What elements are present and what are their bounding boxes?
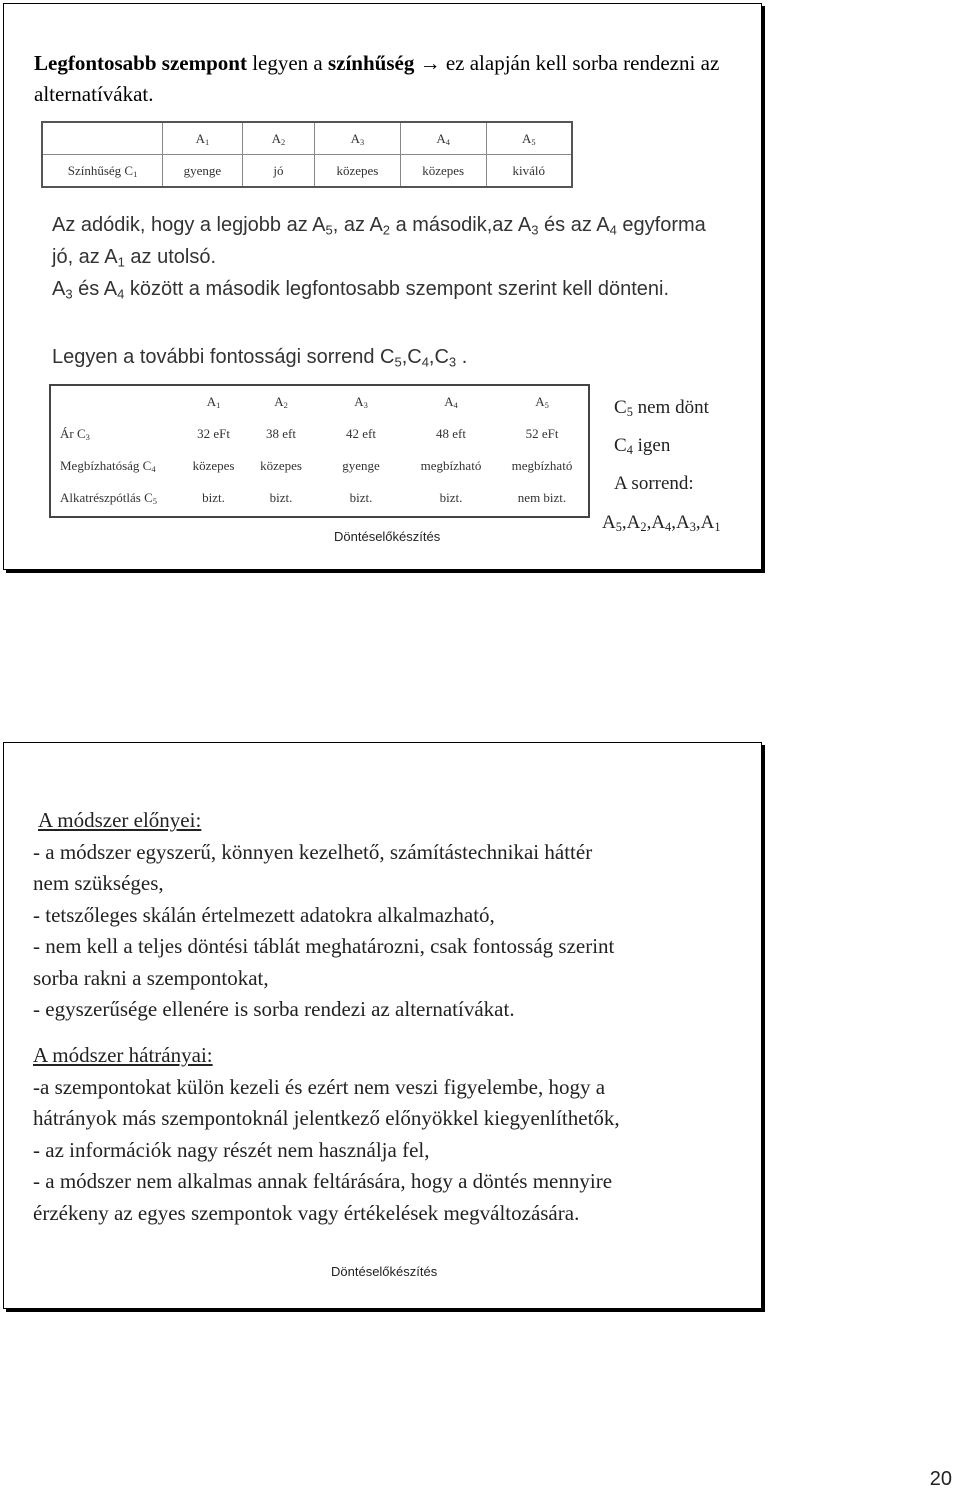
table-cell: 48 eft [436,426,466,441]
header-a2: $A_2$ [274,394,288,411]
title-text-2: → ez alapján kell sorba rendezni az alternatívákat. [34,51,720,106]
fidelity-table [41,121,573,188]
table-header-row [42,122,572,155]
header-a5: $A_5$ [486,122,572,155]
cons-list [33,1072,753,1229]
paragraph-3: Legyen a további fontossági sorrend $C_5,C_4,C_3$ . [52,346,468,370]
list-item: hátrányok más szempontoknál jelentkező előnyökkel kiegyenlíthetők, [33,1106,620,1131]
table-row [51,418,588,450]
table-cell: 32 eFt [197,426,230,441]
table-cell: megbízható [511,458,573,473]
list-item: - nem kell a teljes döntési táblát meghatározni, csak fontosság szerint [33,934,615,959]
table-row [51,450,588,482]
header-a5: $A_5$ [535,394,549,411]
header-a4: $A_4$ [444,394,458,411]
table-cell: megbízható [420,458,482,473]
title-text-1: legyen a [246,51,328,75]
slide-title [34,48,734,110]
list-item: -a szempontokat külön kezeli és ezért nem veszi figyelembe, hogy a [33,1075,606,1099]
slide-2 [3,742,762,1309]
table-cell: nem bizt. [517,490,567,505]
table-cell: közepes [260,458,302,473]
header-a1: $A_1$ [163,122,243,155]
header-a3: $A_3$ [354,394,368,411]
paragraph-2: $A_3$ és $A_4$ között a második legfontosabb szempont szerint kell dönteni. [52,278,670,302]
table-header-row [51,386,588,418]
list-item: nem szükséges, [33,871,164,896]
side-note-c5: $C_5$ nem dönt [614,397,709,420]
pros-list [33,837,753,1025]
table-cell: gyenge [342,458,380,473]
header-a4: $A_4$ [400,122,486,155]
header-a1: $A_1$ [206,394,221,411]
side-note-c4: $C_4$ igen [614,435,671,458]
row-label: Alkatrészpótlás $C_5$ [60,490,158,507]
table-cell: közepes [400,155,486,188]
table-cell: közepes [315,155,401,188]
table-cell: bizt. [439,490,463,505]
slide-footer: Döntéselőkészítés [334,529,441,544]
criteria-table-box [49,384,590,518]
list-item: - a módszer nem alkalmas annak feltárására, hogy a döntés mennyire [33,1169,613,1194]
criteria-table [51,386,588,514]
side-note-order-label: A sorrend: [614,473,694,494]
side-note-order: $A_5,A_2,A_4,A_3,A_1$ [602,512,721,535]
list-item: érzékeny az egyes szempontok vagy értékelések megváltozására. [33,1200,580,1225]
table-corner [42,122,163,155]
table-cell: bizt. [202,490,225,505]
list-item: - az információk nagy részét nem használja fel, [33,1137,430,1162]
row-label: Színhűség $C_1$ [42,155,163,188]
page-number: 20 [929,1468,952,1490]
paragraph-1: Az adódik, hogy a legjobb az $A_5$, az $A_2$ a második,az $A_3$ és az $A_4$ egyforma jó, az $A_1$ az utolsó. [52,214,706,270]
table-cell: jó [242,155,314,188]
slide-footer: Döntéselőkészítés [331,1264,438,1279]
table-cell: gyenge [163,155,243,188]
cons-heading: A módszer hátrányai: [33,1043,213,1067]
header-a2: $A_2$ [242,122,314,155]
table-cell: bizt. [269,490,293,505]
table-corner [51,386,181,418]
table-cell: bizt. [349,490,373,505]
slide-1 [3,3,762,570]
row-label: Ár $C_3$ [60,426,90,443]
table-row [42,155,572,188]
list-item: - a módszer egyszerű, könnyen kezelhető, számítástechnikai háttér [33,840,593,864]
table-row [51,482,588,514]
table-cell: 52 eFt [525,426,559,441]
table-cell: közepes [192,458,235,473]
title-bold-2: színhűség [327,51,415,75]
header-a3: $A_3$ [315,122,401,155]
title-bold-1: Legfontosabb szempont [34,51,247,75]
table-cell: kiváló [486,155,572,188]
list-item: - tetszőleges skálán értelmezett adatokra alkalmazható, [33,902,495,927]
table-cell: 38 eft [266,426,296,441]
list-item: sorba rakni a szempontokat, [33,965,269,990]
row-label: Megbízhatóság $C_4$ [60,458,156,475]
list-item: - egyszerűsége ellenére is sorba rendezi az alternatívákat. [33,997,515,1022]
table-cell: 42 eft [346,426,376,441]
pros-heading: A módszer előnyei: [38,808,202,832]
